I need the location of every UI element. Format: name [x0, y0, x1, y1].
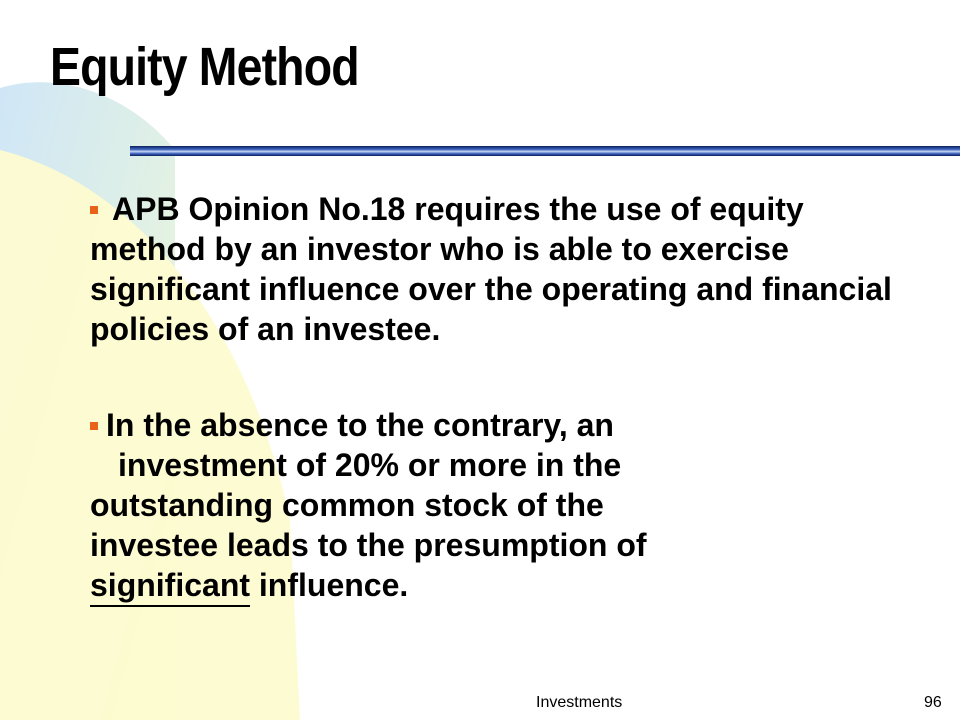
bullet-2-line-1 [90, 405, 920, 445]
underlined-term: significant [90, 567, 251, 603]
bullet-2-line-1-text: In the absence to the contrary, an [106, 407, 614, 443]
bullet-item-1 [90, 189, 920, 349]
bullet-2-line-3: outstanding common stock of the [90, 487, 604, 523]
title-rule [130, 146, 960, 156]
bullet-item-2 [90, 405, 920, 605]
bullet-2-line-5 [90, 565, 920, 605]
slide-title: Equity Method [50, 37, 359, 97]
bullet-2-tail: influence. [250, 567, 409, 603]
decorative-shapes [0, 82, 300, 720]
bullet-marker-icon [90, 422, 98, 430]
footer-label: Investments [536, 694, 623, 711]
bullet-1-text: APB Opinion No.18 requires the use of equity method by an investor who is able to exercise significant influence over the operating and financial policies of an investee. [90, 191, 892, 347]
bullet-2-line-4: investee leads to the presumption of [90, 527, 647, 563]
bullet-2-line-2: investment of 20% or more in the [118, 447, 622, 483]
page-number: 96 [924, 694, 942, 711]
bullet-marker-icon [90, 206, 98, 214]
